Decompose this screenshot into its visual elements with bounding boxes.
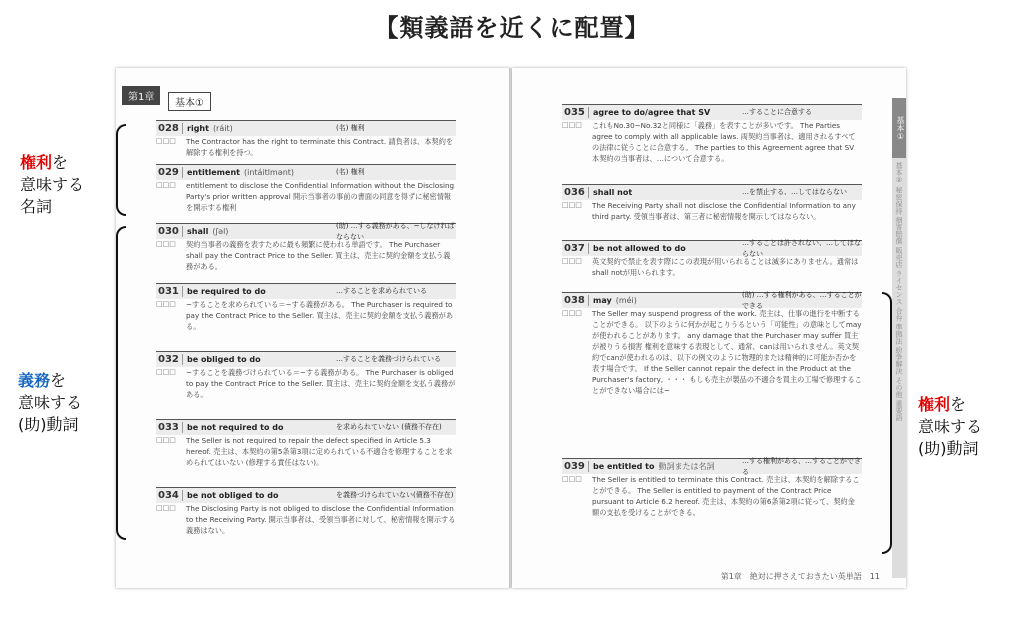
entry-meaning: …することを義務づけられている	[336, 355, 441, 363]
tab-list: 基本② 秘密保持 損害賠償 販売店 ライセンス 合弁 準拠法 紛争解決 その他 重要語	[895, 162, 903, 422]
annotation-rights-verb: 権利を 意味する (助)動詞	[918, 395, 983, 458]
entry-number: 033	[158, 422, 179, 433]
entry-029	[156, 164, 456, 213]
chapter-index-tabs	[892, 98, 906, 578]
left-page	[116, 68, 510, 588]
entry-text: 契約当事者の義務を表すために最も頻繁に使われる単語です。 The Purchaser shall pay the Contract Price to the Seller. 買主は、売主に契約金額を支払う義務がある。	[186, 240, 451, 271]
entry-text: 英文契約で禁止を表す際にこの表現が用いられることは滅多にありません。通常はshall notが用いられます。	[592, 257, 859, 277]
annotation-rights-noun: 権利を 意味する 名詞	[20, 153, 85, 216]
entry-035	[562, 104, 862, 164]
page-title: 【類義語を近くに配置】	[374, 14, 650, 42]
entry-033	[156, 419, 456, 468]
entry-meaning: (名) 権利	[336, 124, 365, 132]
entry-meaning: …を禁止する、…してはならない	[742, 188, 847, 196]
entry-number: 038	[564, 295, 585, 306]
checkbox-icons: □□□	[156, 504, 176, 512]
entry-word: right (ráit)	[182, 123, 336, 134]
entry-text: The Receiving Party shall not disclose the Confidential Information to any third party. 受領当事者は、第三者に秘密情報を開示してはならない。	[592, 201, 856, 221]
entry-number: 036	[564, 187, 585, 198]
entry-text: entitlement to disclose the Confidential Information without the Disclosing Party's prior written approval 開示当事者の事前の書面の同意を得ずに秘密情報を開示する権利	[186, 181, 455, 212]
entry-word: be obliged to do	[182, 354, 336, 365]
entry-number: 031	[158, 286, 179, 297]
entry-word: be entitled to 動詞または名詞	[588, 461, 742, 472]
entry-034	[156, 487, 456, 536]
entry-text: ~することを義務づけられている＝~する義務がある。 The Purchaser is obliged to pay the Contract Price to the Seller. 買主は、売主に契約金額を支払う義務がある。	[186, 368, 456, 399]
entry-text: The Disclosing Party is not obliged to disclose the Confidential Information to the Receiving Party. 開示当事者は、受領当事者に対して、秘密情報を開示する義務はない。	[186, 504, 456, 535]
entry-word: be not allowed to do	[588, 243, 742, 254]
checkbox-icons: □□□	[156, 436, 176, 444]
entry-meaning: (助) …する権利がある、…することができる	[742, 290, 862, 310]
entry-meaning: (名) 権利	[336, 168, 365, 176]
section-tag: 基本①	[168, 92, 211, 111]
brace-right	[882, 292, 892, 554]
checkbox-icons: □□□	[562, 257, 582, 265]
entry-038	[562, 292, 862, 396]
checkbox-icons: □□□	[562, 475, 582, 483]
entry-meaning: …することに合意する	[742, 108, 812, 116]
entry-number: 029	[158, 167, 179, 178]
entry-number: 030	[158, 226, 179, 237]
entry-036	[562, 184, 862, 222]
checkbox-icons: □□□	[562, 309, 582, 317]
entry-word: shall (ʃəl)	[182, 226, 336, 237]
entry-meaning: …することを求められている	[336, 287, 427, 295]
chapter-tag: 第1章	[122, 86, 160, 105]
brace-left-bottom	[116, 226, 126, 540]
checkbox-icons: □□□	[156, 300, 176, 308]
brace-left-top	[116, 124, 126, 216]
entry-031	[156, 283, 456, 332]
entry-number: 037	[564, 243, 585, 254]
entry-text: The Contractor has the right to terminate this Contract. 請負者は、本契約を解除する権利を持つ。	[186, 137, 454, 157]
entry-word: may (méi)	[588, 295, 742, 306]
entry-number: 035	[564, 107, 585, 118]
entry-text: ~することを求められている＝~する義務がある。 The Purchaser is required to pay the Contract Price to the Seller. 買主は、売主に契約金額を支払う義務がある。	[186, 300, 454, 331]
checkbox-icons: □□□	[156, 137, 176, 145]
entry-number: 034	[158, 490, 179, 501]
right-page	[512, 68, 906, 588]
entry-word: be not obliged to do	[182, 490, 336, 501]
entry-number: 028	[158, 123, 179, 134]
page-footer: 第1章 絶対に押さえておきたい英単語 11	[720, 572, 880, 581]
entry-word: entitlement (intáitlmənt)	[182, 167, 336, 178]
entry-number: 032	[158, 354, 179, 365]
checkbox-icons: □□□	[562, 121, 582, 129]
entry-text: これもNo.30~No.32と同様に「義務」を表すことが多いです。 The Parties agree to comply with all applicable laws. 両契約当事者は、適用されるすべての法律に従うことに合意する。 The parties to this Agreement agree that SV 本契約の当事者は、…について合意する。	[592, 121, 856, 163]
entry-030	[156, 223, 456, 272]
entry-text: The Seller may suspend progress of the work. 売主は、仕事の進行を中断することができる。 以下のように何かが起こりうるという「可能性」の意味としてmayが使われることがあります。 any damage that the Purchaser may suffer 買主が被りうる損害 権利を意味する表現として、通常、canは用いられません。英文契約でcanが使われるのは、以下の例文のように物理的または精神的に可能か否かを表す場合です。 If the Seller cannot repair the defect in the Product at the Purchaser's factory, ・・・ もしも売主が製品の不適合を買主の工場で修理することができない場合には~	[592, 309, 862, 395]
entry-meaning: (助) …する義務がある、~しなければならない	[336, 221, 455, 241]
entry-meaning: を義務づけられていない(債務不存在)	[336, 491, 454, 499]
entry-word: agree to do/agree that SV	[588, 107, 742, 118]
checkbox-icons: □□□	[156, 181, 176, 189]
entry-meaning: …することは許されない、…してはならない	[742, 238, 861, 258]
entry-word: be required to do	[182, 286, 336, 297]
entry-meaning: …する権利がある、…することができる	[742, 456, 861, 476]
checkbox-icons: □□□	[156, 368, 176, 376]
checkbox-icons: □□□	[156, 240, 176, 248]
entry-037	[562, 240, 862, 278]
entry-039	[562, 458, 862, 518]
entry-word: be not required to do	[182, 422, 336, 433]
entry-text: The Seller is not required to repair the defect specified in Article 5.3 hereof. 売主は、本契約の第5条第3項に定められている不適合を修理することを求められてはいない (修理する責任はない)。	[186, 436, 453, 467]
annotation-obligation-verb: 義務を 意味する (助)動詞	[18, 371, 83, 434]
entry-032	[156, 351, 456, 400]
entry-word: shall not	[588, 187, 742, 198]
tab-basic-1[interactable]: 基本①	[892, 98, 906, 158]
entry-meaning: を求められていない (債務不存在)	[336, 423, 442, 431]
entry-028	[156, 120, 456, 158]
checkbox-icons: □□□	[562, 201, 582, 209]
entry-text: The Seller is entitled to terminate this Contract. 売主は、本契約を解除することができる。 The Seller is entitled to payment of the Contract Price pursuant to Article 6.2 hereof. 売主は、本契約の第6条第2項に従って、契約金額の支払を受けることができる。	[592, 475, 860, 517]
entry-number: 039	[564, 461, 585, 472]
